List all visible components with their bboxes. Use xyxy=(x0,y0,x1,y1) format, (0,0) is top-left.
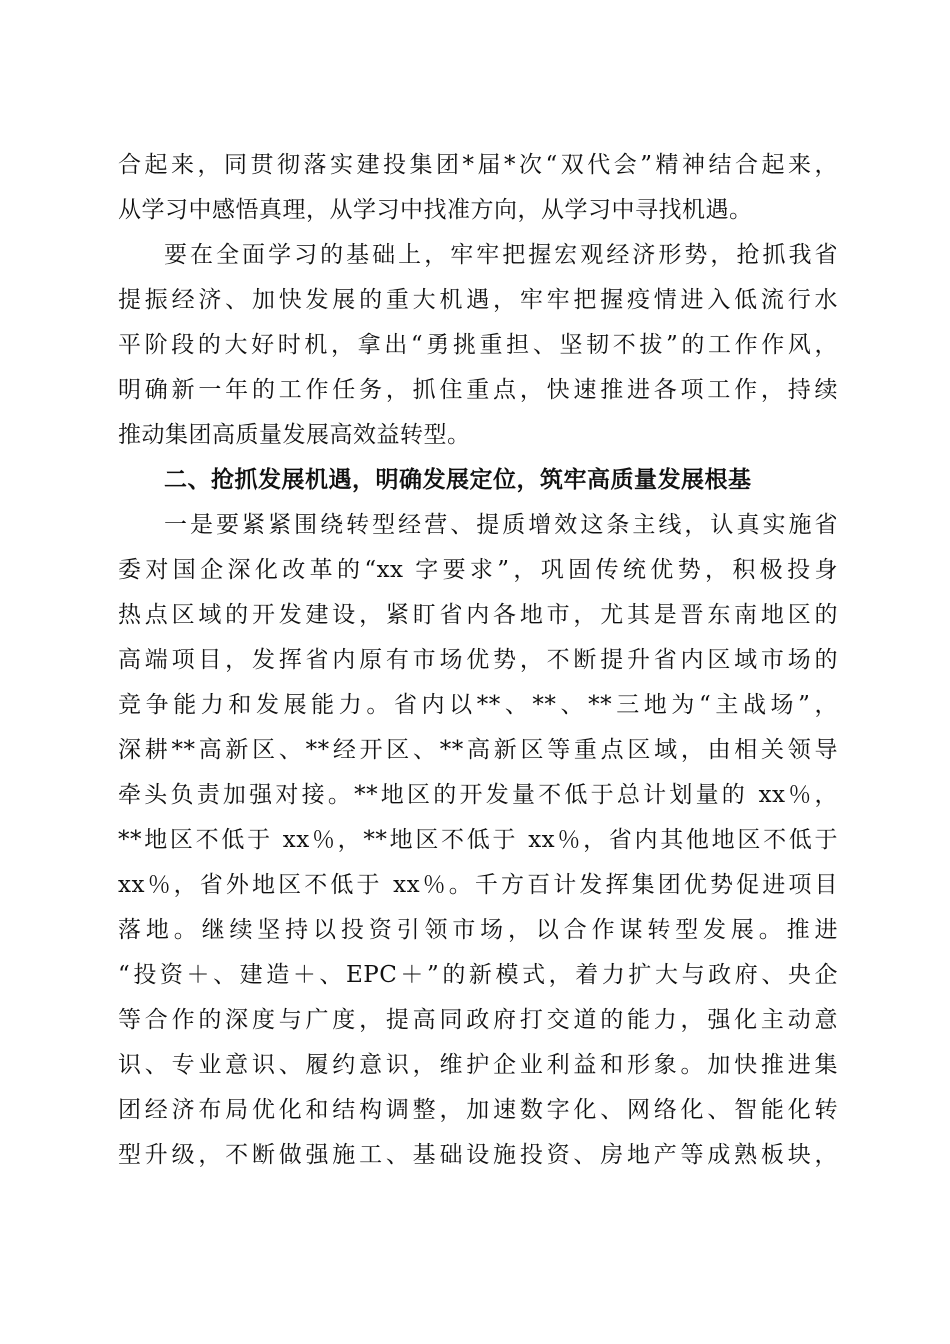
text-line: 提振经济、加快发展的重大机遇，牢牢把握疫情进入低流行水 xyxy=(118,287,838,313)
text-line: xx％，省外地区不低于 xx％。千方百计发挥集团优势促进项目 xyxy=(118,872,838,898)
text-line: 合起来，同贯彻落实建投集团*届*次“双代会”精神结合起来， xyxy=(118,152,838,178)
text-line: 落地。继续坚持以投资引领市场，以合作谋转型发展。推进 xyxy=(118,917,838,943)
text-line: 平阶段的大好时机，拿出“勇挑重担、坚韧不拔”的工作作风， xyxy=(118,332,838,358)
text-line: 一是要紧紧围绕转型经营、提质增效这条主线，认真实施省 xyxy=(164,512,838,538)
text-line: 竞争能力和发展能力。省内以**、**、**三地为“主战场”， xyxy=(118,692,838,718)
section-heading: 二、抢抓发展机遇，明确发展定位，筑牢高质量发展根基 xyxy=(164,467,752,493)
text-line: 要在全面学习的基础上，牢牢把握宏观经济形势，抢抓我省 xyxy=(164,242,838,268)
document-page xyxy=(118,143,838,1178)
text-line: 委对国企深化改革的“xx 字要求”，巩固传统优势，积极投身 xyxy=(118,557,838,583)
text-line: 识、专业意识、履约意识，维护企业利益和形象。加快推进集 xyxy=(118,1052,838,1078)
text-line: 团经济布局优化和结构调整，加速数字化、网络化、智能化转 xyxy=(118,1097,838,1123)
text-line: 牵头负责加强对接。**地区的开发量不低于总计划量的 xx％， xyxy=(118,782,838,808)
text-line: **地区不低于 xx％，**地区不低于 xx％，省内其他地区不低于 xyxy=(118,827,838,853)
text-line: 等合作的深度与广度，提高同政府打交道的能力，强化主动意 xyxy=(118,1007,838,1033)
text-line: “投资＋、建造＋、EPC＋”的新模式，着力扩大与政府、央企 xyxy=(118,962,838,988)
text-line: 从学习中感悟真理，从学习中找准方向，从学习中寻找机遇。 xyxy=(118,197,753,223)
text-line: 深耕**高新区、**经开区、**高新区等重点区域，由相关领导 xyxy=(118,737,838,763)
text-line: 推动集团高质量发展高效益转型。 xyxy=(118,422,471,448)
text-line: 高端项目，发挥省内原有市场优势，不断提升省内区域市场的 xyxy=(118,647,838,673)
text-line: 型升级，不断做强施工、基础设施投资、房地产等成熟板块， xyxy=(118,1142,838,1168)
text-line: 明确新一年的工作任务，抓住重点，快速推进各项工作，持续 xyxy=(118,377,838,403)
text-line: 热点区域的开发建设，紧盯省内各地市，尤其是晋东南地区的 xyxy=(118,602,838,628)
